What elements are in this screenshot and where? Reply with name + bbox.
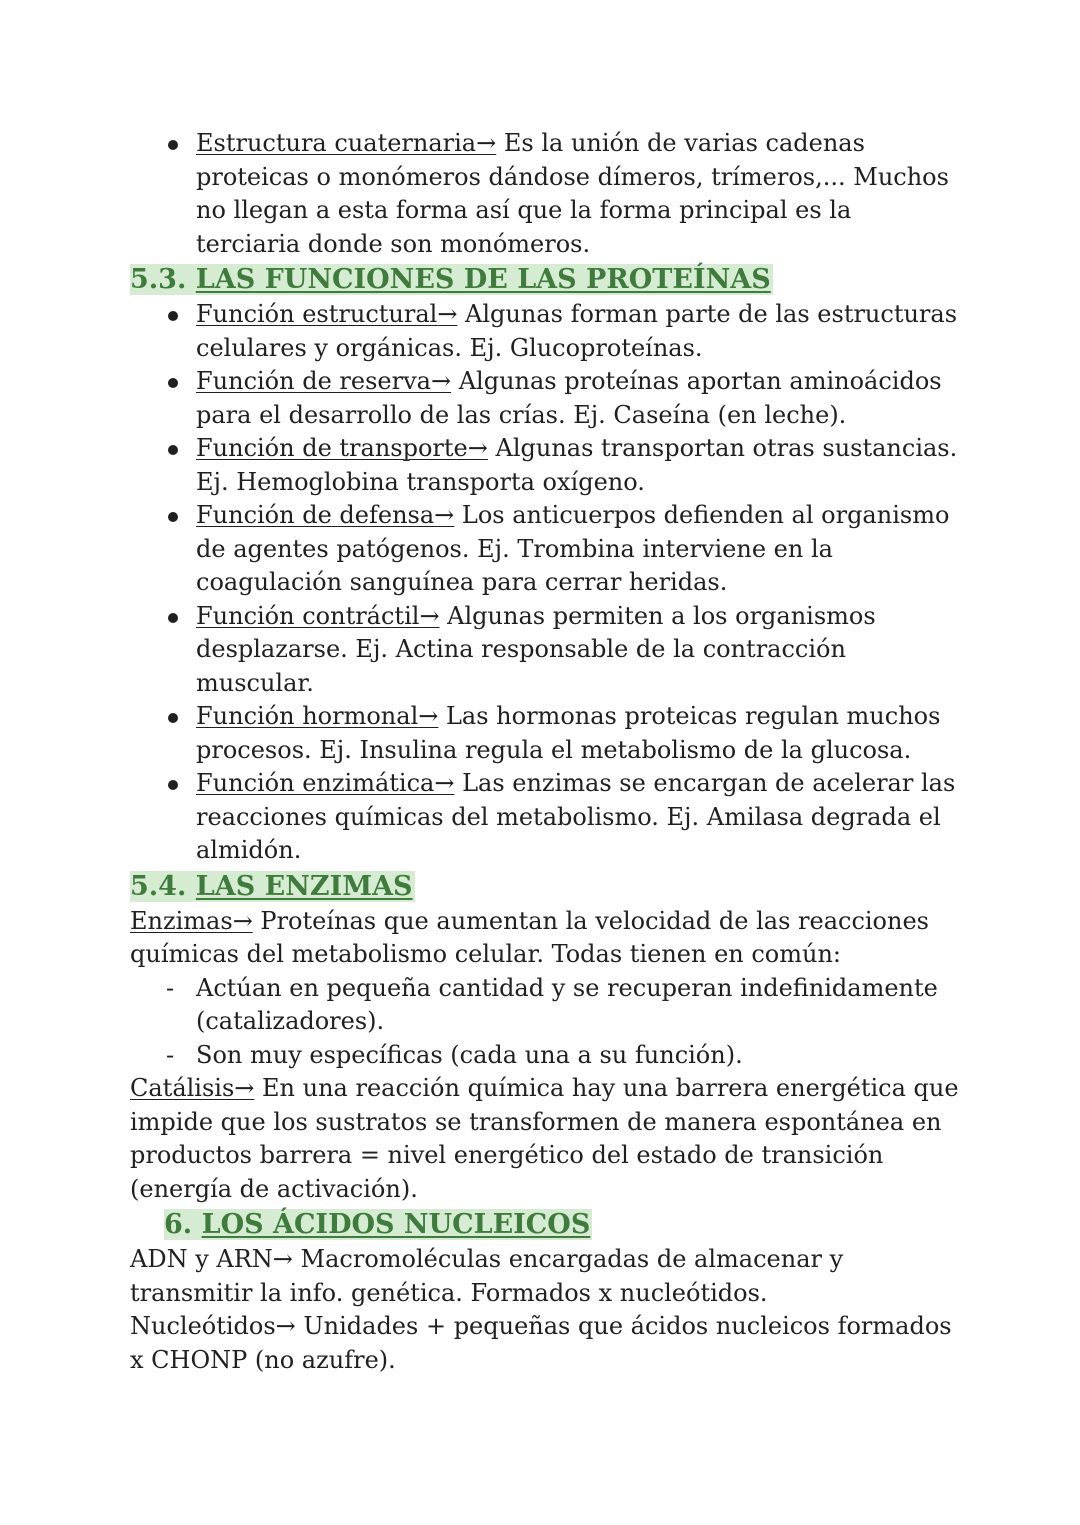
bullet-icon — [168, 378, 178, 388]
term-enzimas — [130, 907, 253, 935]
arrow-icon: → — [434, 501, 455, 529]
arrow-icon: → — [430, 367, 452, 395]
section-heading-5-3 — [130, 261, 960, 298]
term-estructura-cuaternaria — [196, 129, 496, 157]
definition-text: Es la unión de varias cadenas proteicas o monómeros dándose dímeros, trímeros,... Muchos no llegan a esta forma así que la forma principal es la terciaria donde son monómeros. — [196, 129, 949, 258]
dash-list-item — [130, 972, 960, 1039]
section-heading-6 — [130, 1206, 960, 1243]
arrow-icon: → — [467, 434, 488, 462]
definition-text: Proteínas que aumentan la velocidad de las reacciones químicas del metabolismo celular. Todas tienen en común: — [130, 906, 929, 968]
heading-number: 5.3. — [130, 264, 187, 295]
dash-item-text: Son muy específicas (cada una a su función). — [196, 1040, 743, 1069]
definition-text: Los anticuerpos defienden al organismo de agentes patógenos. Ej. Trombina interviene en la coagulación sanguínea para cerrar heridas. — [196, 501, 950, 596]
list-item-funcion — [130, 432, 960, 499]
arrow-icon: → — [437, 300, 458, 328]
definition-text: Algunas permiten a los organismos desplazarse. Ej. Actina responsable de la contracción muscular. — [196, 601, 876, 697]
term-text: Función contráctil — [196, 601, 420, 630]
definition-text: Algunas proteínas aportan aminoácidos para el desarrollo de las crías. Ej. Caseína (en leche). — [196, 367, 942, 429]
definition-text: Las hormonas proteicas regulan muchos procesos. Ej. Insulina regula el metabolismo de la glucosa. — [196, 702, 941, 764]
arrow-icon: → — [234, 1074, 255, 1102]
heading-title: LAS ENZIMAS — [195, 870, 413, 902]
paragraph-catalisis — [130, 1072, 960, 1206]
list-item-funcion — [130, 365, 960, 432]
definition-text: Algunas transportan otras sustancias. Ej. Hemoglobina transporta oxígeno. — [196, 434, 958, 496]
dash-icon: - — [166, 1040, 175, 1069]
term — [196, 434, 488, 462]
bullet-icon — [168, 780, 178, 790]
dash-item-text: Actúan en pequeña cantidad y se recuperan indefinidamente (catalizadores). — [196, 973, 938, 1035]
arrow-icon: → — [418, 702, 439, 730]
term-text: Función enzimática — [196, 769, 435, 797]
list-item-funcion — [130, 767, 960, 868]
dash-list-item — [130, 1039, 960, 1073]
page-content — [130, 127, 960, 1377]
list-item-funcion — [130, 600, 960, 701]
term — [196, 300, 457, 328]
definition-text: En una reacción química hay una barrera energética que impide que los sustratos se transformen de manera espontánea en productos barrera = nivel energético del estado de transición (energía de activación). — [130, 1074, 959, 1203]
list-item-estructura-cuaternaria — [130, 127, 960, 261]
term-text: Estructura cuaternaria — [196, 129, 477, 157]
term-text: Enzimas — [130, 906, 233, 935]
arrow-icon: → — [476, 129, 497, 157]
arrow-icon: → — [434, 769, 455, 797]
term-catalisis — [130, 1074, 254, 1102]
term — [196, 367, 451, 395]
bullet-icon — [168, 140, 178, 150]
heading-number: 6. — [164, 1209, 193, 1240]
arrow-icon: → — [419, 601, 440, 630]
bullet-icon — [168, 445, 178, 455]
list-item-funcion — [130, 700, 960, 767]
bullet-icon — [168, 512, 178, 522]
arrow-icon: → — [232, 906, 253, 935]
heading-title: LOS ÁCIDOS NUCLEICOS — [201, 1209, 591, 1240]
bullet-icon — [168, 311, 178, 321]
list-item-funcion — [130, 499, 960, 600]
term-text: Función hormonal — [196, 702, 419, 730]
heading-number: 5.4. — [130, 870, 187, 902]
term — [196, 602, 440, 630]
term-text: Función de reserva — [196, 367, 431, 395]
term-text: Catálisis — [130, 1074, 235, 1102]
term — [196, 769, 454, 797]
definition-text: Algunas forman parte de las estructuras celulares y orgánicas. Ej. Glucoproteínas. — [196, 300, 958, 362]
list-item-funcion — [130, 298, 960, 365]
heading-title: LAS FUNCIONES DE LAS PROTEÍNAS — [195, 264, 771, 295]
bullet-icon — [168, 613, 178, 623]
paragraph-enzimas — [130, 905, 960, 972]
term — [196, 702, 438, 730]
heading-highlight — [130, 871, 415, 902]
paragraph-adn-arn: ADN y ARN→ Macromoléculas encargadas de almacenar y transmitir la info. genética. Formados x nucleótidos. — [130, 1245, 844, 1307]
heading-highlight — [130, 264, 773, 295]
paragraph-nucleotidos: Nucleótidos→ Unidades + pequeñas que ácidos nucleicos formados x CHONP (no azufre). — [130, 1312, 952, 1374]
section-heading-5-4 — [130, 868, 960, 905]
bullet-icon — [168, 713, 178, 723]
term-text: Función estructural — [196, 300, 438, 328]
term-text: Función de defensa — [196, 501, 435, 529]
term — [196, 501, 454, 529]
heading-highlight — [164, 1209, 592, 1240]
dash-icon: - — [166, 973, 175, 1002]
definition-text: Las enzimas se encargan de acelerar las reacciones químicas del metabolismo. Ej. Amilasa degrada el almidón. — [196, 769, 956, 864]
term-text: Función de transporte — [196, 434, 468, 462]
